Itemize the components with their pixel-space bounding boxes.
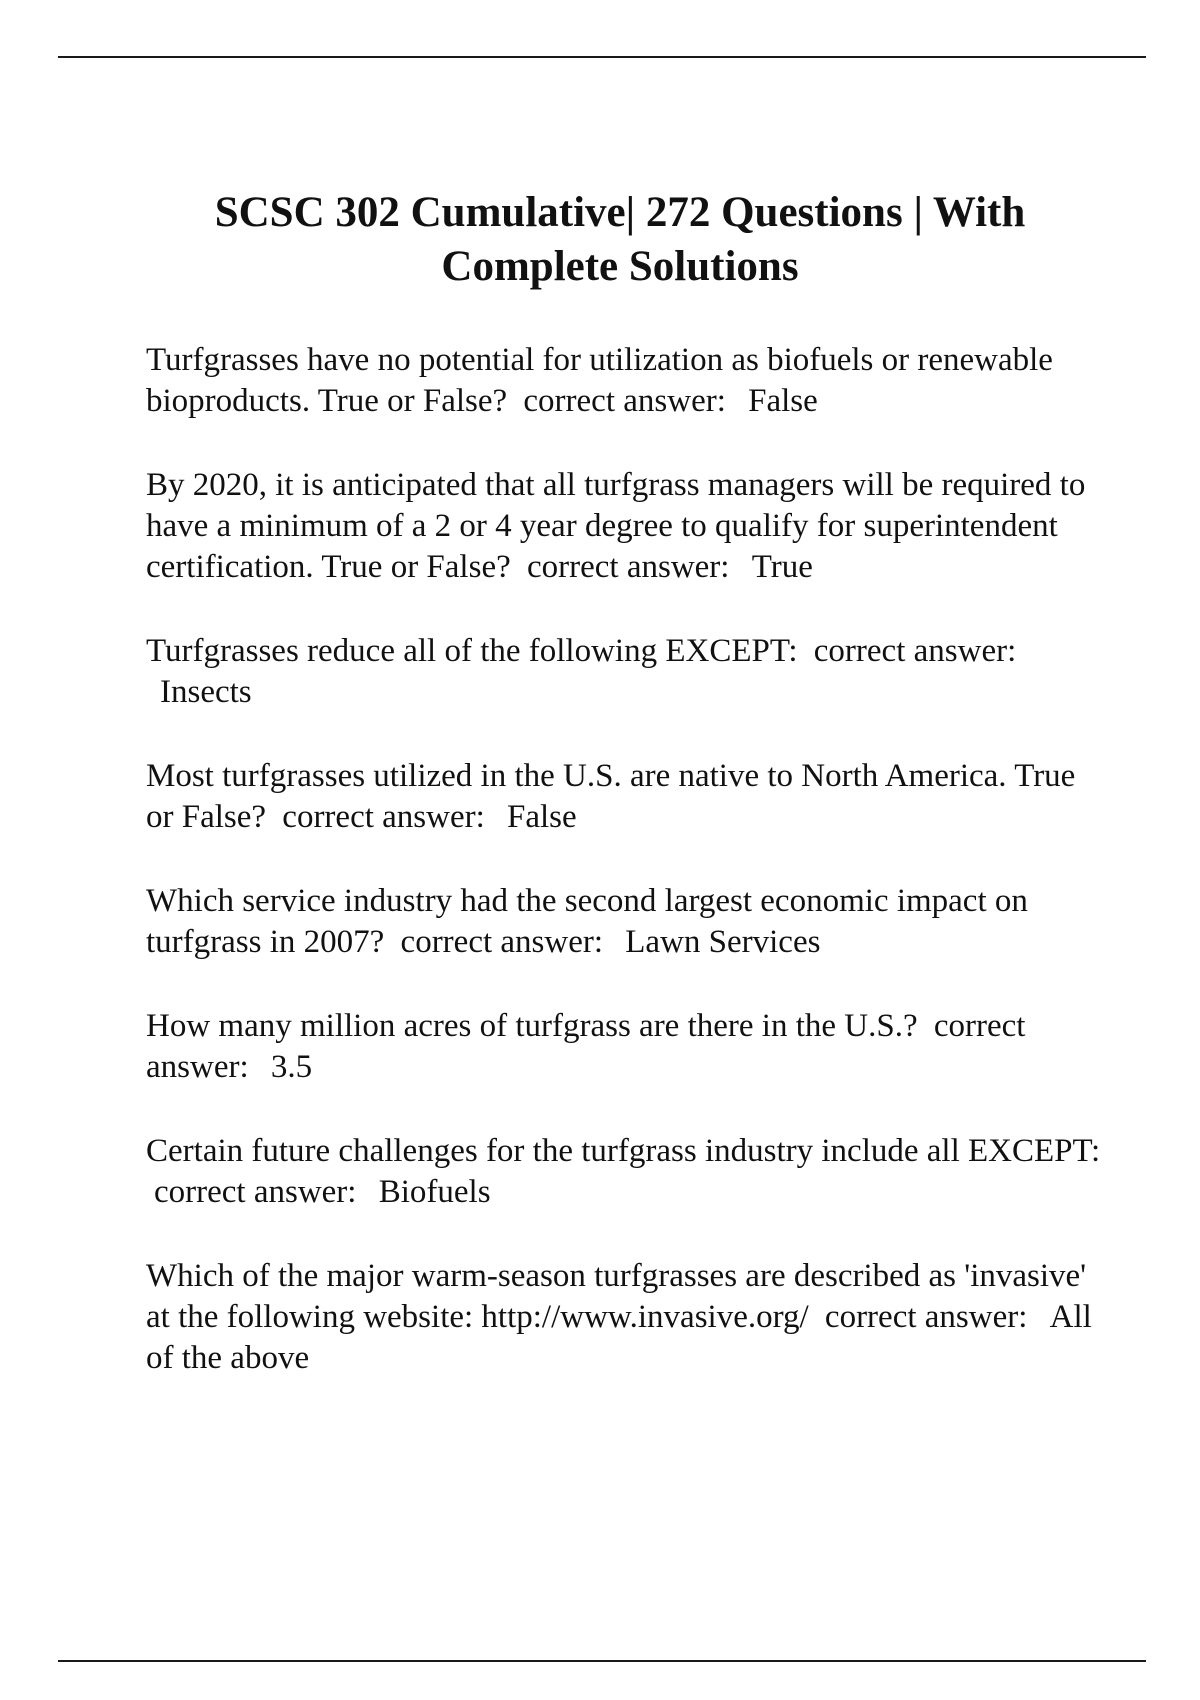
- answer-text: Lawn Services: [625, 924, 821, 960]
- question-text: Turfgrasses reduce all of the following EXCEPT:: [146, 633, 798, 669]
- answer-label: correct answer:: [523, 383, 726, 419]
- question-text: By 2020, it is anticipated that all turfgrass managers will be required to have a minimum of a 2 or 4 year degree to qualify for superintendent certification. True or False?: [146, 467, 1086, 585]
- qa-item: [146, 465, 1106, 588]
- qa-item: [146, 1006, 1106, 1088]
- qa-item: [146, 631, 1106, 713]
- answer-label: correct answer:: [154, 1174, 357, 1210]
- question-text: Most turfgrasses utilized in the U.S. are native to North America. True or False?: [146, 758, 1076, 835]
- qa-item: [146, 1256, 1106, 1379]
- answer-label: correct answer:: [813, 633, 1017, 669]
- bottom-rule: [58, 1660, 1146, 1662]
- answer-text: All of the above: [146, 1299, 1092, 1376]
- answer-label: correct answer:: [527, 549, 730, 585]
- qa-item: [146, 881, 1106, 963]
- answer-label: correct answer:: [146, 1008, 1026, 1085]
- question-text: Which of the major warm-season turfgrasses are described as 'invasive' at the following website: http://www.invasive.org/: [146, 1258, 1087, 1335]
- answer-label: correct answer:: [282, 799, 485, 835]
- answer-label: correct answer:: [824, 1299, 1028, 1335]
- answer-text: False: [507, 799, 577, 835]
- qa-item: [146, 756, 1106, 838]
- answer-text: 3.5: [270, 1049, 313, 1085]
- top-rule: [58, 56, 1146, 58]
- title-line-2: Complete Solutions: [441, 243, 799, 290]
- answer-text: True: [751, 549, 813, 585]
- answer-text: Insects: [160, 674, 252, 710]
- qa-item: [146, 1131, 1106, 1213]
- question-text: How many million acres of turfgrass are there in the U.S.?: [146, 1008, 918, 1044]
- question-text: Turfgrasses have no potential for utilization as biofuels or renewable bioproducts. True or False?: [146, 342, 1053, 419]
- question-text: Certain future challenges for the turfgrass industry include all EXCEPT:: [146, 1133, 1101, 1169]
- answer-label: correct answer:: [400, 924, 604, 960]
- answer-text: Biofuels: [378, 1174, 491, 1210]
- document-title: [130, 186, 1110, 294]
- qa-item: [146, 340, 1106, 422]
- answer-text: False: [748, 383, 818, 419]
- title-line-1: SCSC 302 Cumulative| 272 Questions | With: [214, 189, 1026, 236]
- qa-list: [146, 340, 1106, 1422]
- question-text: Which service industry had the second largest economic impact on turfgrass in 2007?: [146, 883, 1028, 960]
